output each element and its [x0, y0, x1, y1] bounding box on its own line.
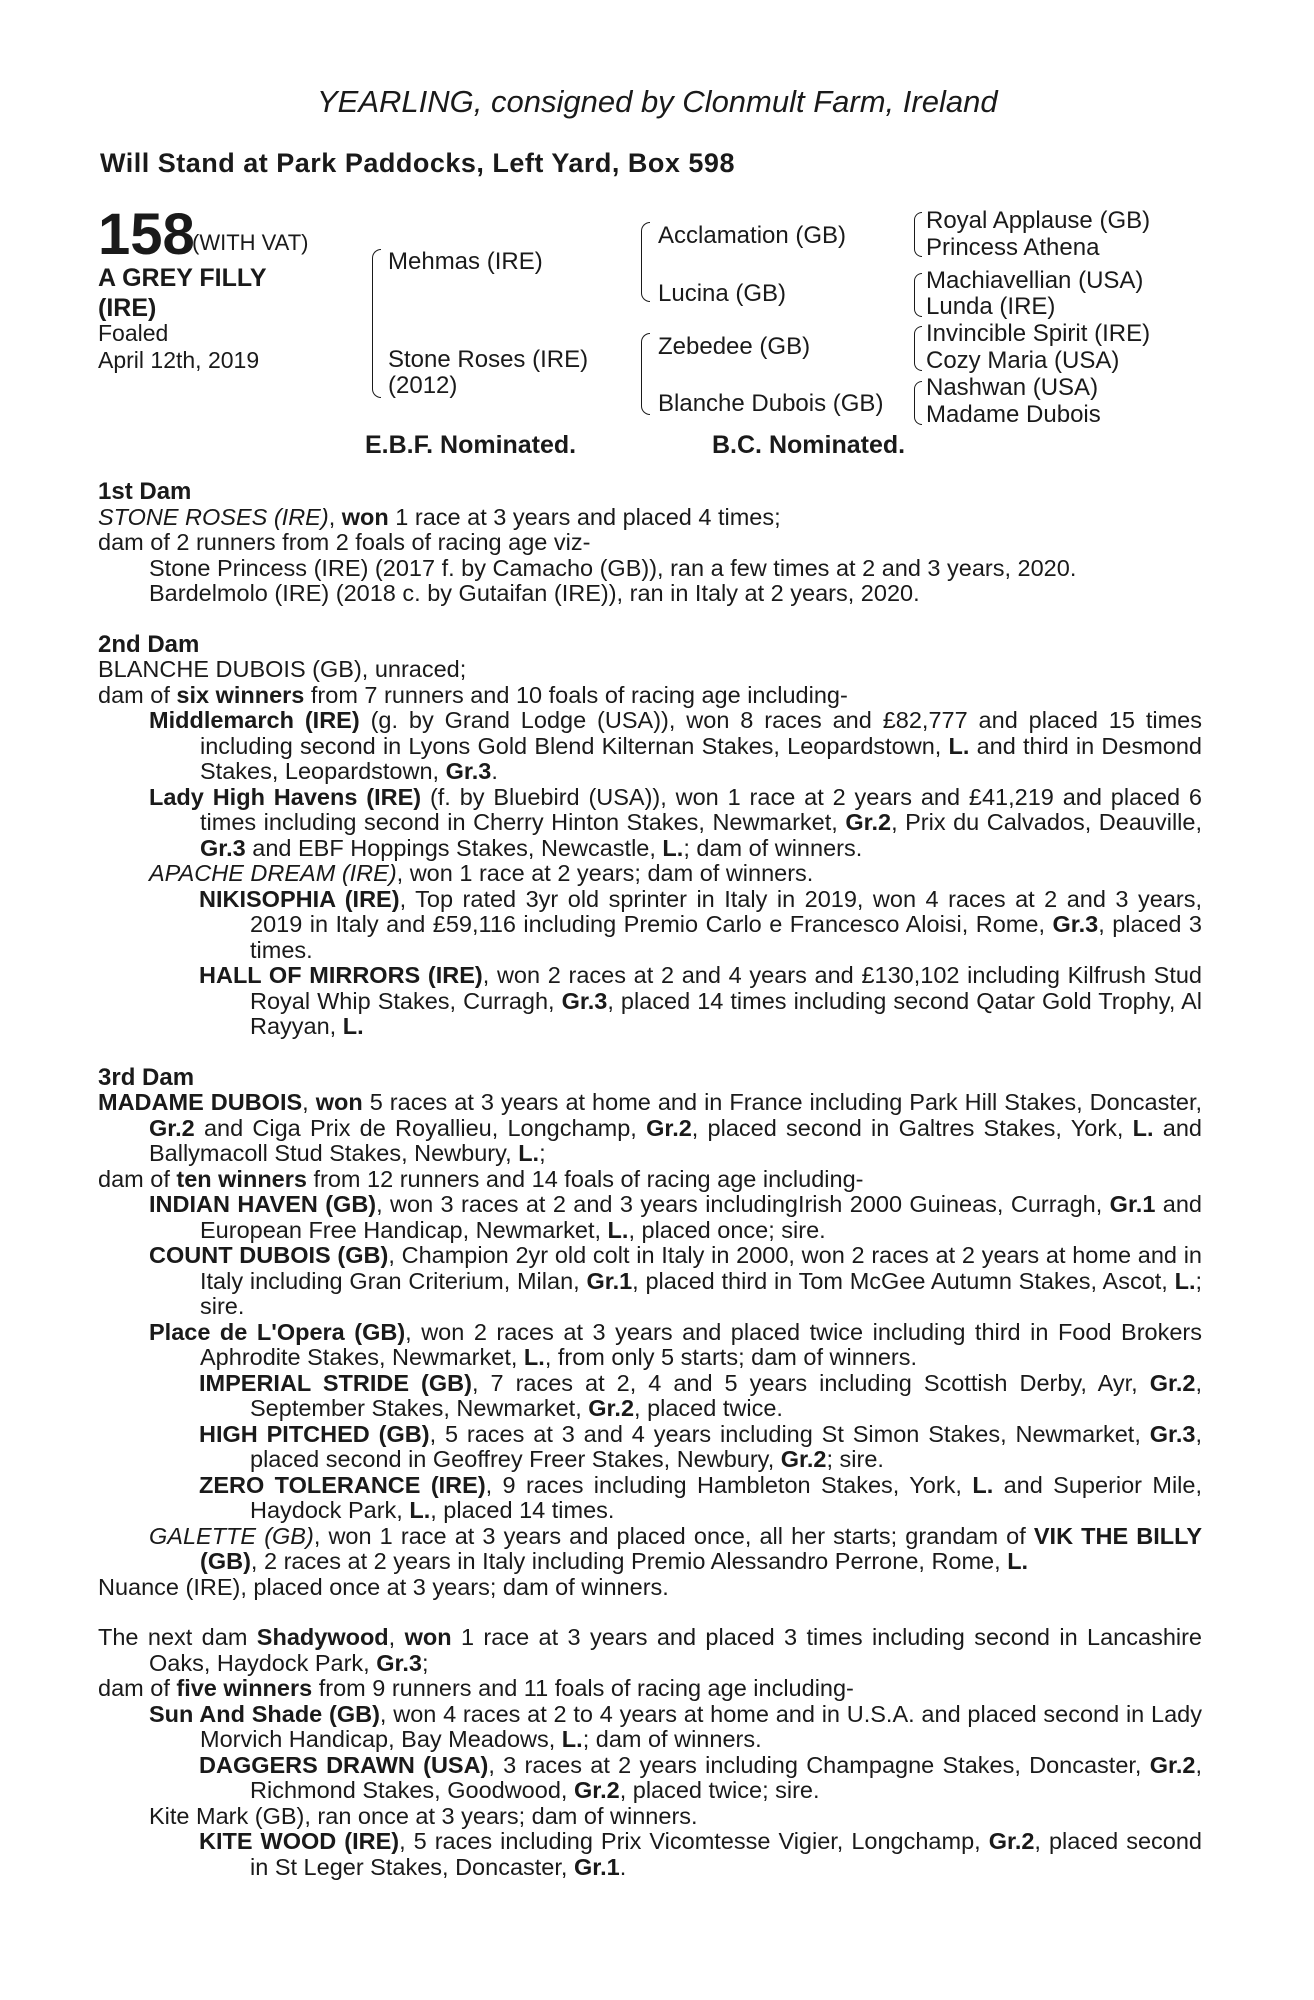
brace-sire	[641, 222, 650, 302]
first-dam-won: won	[341, 503, 389, 530]
entry-indian-haven: INDIAN HAVEN (GB), won 3 races at 2 and 3 years includingIrish 2000 Guineas, Curragh, Gr.1 and European Free Handicap, Newmarket, L., placed once; sire.	[149, 1191, 1203, 1243]
third-dam-produce: dam of ten winners from 12 runners and 14 foals of racing age including-	[98, 1165, 864, 1192]
brace-g3-3	[914, 326, 922, 371]
ebf-nomination: E.B.F. Nominated.	[365, 431, 577, 459]
sire-dam: Lucina (GB)	[658, 280, 787, 307]
sex-line-1: A GREY FILLY	[98, 264, 267, 292]
sex-line-2: (IRE)	[98, 294, 157, 322]
brace-g3-2	[914, 273, 922, 317]
brace-g3-1	[914, 212, 922, 257]
second-dam-heading: 2nd Dam	[98, 630, 200, 658]
entry-kite-wood: KITE WOOD (IRE), 5 races including Prix Vicomtesse Vigier, Longchamp, Gr.2, placed second in St Leger Stakes, Doncaster, Gr.1.	[199, 1828, 1202, 1880]
brace-gen1	[372, 249, 381, 398]
lot-number: 158	[98, 202, 195, 267]
brace-dam	[641, 333, 650, 415]
vat-note: (WITH VAT)	[192, 230, 309, 255]
entry-kite-mark: Kite Mark (GB), ran once at 3 years; dam of winners.	[149, 1802, 698, 1829]
gen3-7: Nashwan (USA)	[926, 374, 1099, 401]
stand-location: Will Stand at Park Paddocks, Left Yard, Box 598	[100, 148, 735, 178]
foaled-date: April 12th, 2019	[98, 347, 260, 373]
lot-description	[98, 263, 267, 323]
entry-sun-and-shade: Sun And Shade (GB), won 4 races at 2 to 4 years at home and in U.S.A. and placed second in Lady Morvich Handicap, Bay Meadows, L.; dam of winners.	[149, 1700, 1202, 1752]
consignment-title: YEARLING, consigned by Clonmult Farm, Ireland	[317, 84, 998, 119]
foaled-info	[98, 320, 259, 374]
offspring-2: Bardelmolo (IRE) (2018 c. by Gutaifan (IRE)), ran in Italy at 2 years, 2020.	[149, 580, 920, 606]
entry-lady-high-havens: Lady High Havens (IRE) (f. by Bluebird (USA)), won 1 race at 2 years and £41,219 and placed 6 times including second in Cherry Hinton Stakes, Newmarket, Gr.2, Prix du Calvados, Deauville, Gr.3 and EBF Hoppings Stakes, Newcastle, L.; dam of winners.	[149, 783, 1202, 861]
sire-sire: Acclamation (GB)	[658, 222, 847, 249]
entry-zero-tolerance: ZERO TOLERANCE (IRE), 9 races including Hambleton Stakes, York, L. and Superior Mile, Haydock Park, L., placed 14 times.	[199, 1471, 1202, 1523]
first-dam-produce: dam of 2 runners from 2 foals of racing age viz-	[98, 529, 591, 555]
gen3-6: Cozy Maria (USA)	[926, 347, 1120, 374]
dam: Stone Roses (IRE)	[388, 346, 589, 373]
offspring-1: Stone Princess (IRE) (2017 f. by Camacho (GB)), ran a few times at 2 and 3 years, 2020.	[149, 554, 1077, 581]
bc-nomination: B.C. Nominated.	[712, 431, 906, 459]
first-dam-heading: 1st Dam	[98, 478, 192, 505]
sire: Mehmas (IRE)	[388, 248, 543, 275]
dam-sire: Zebedee (GB)	[658, 333, 811, 360]
catalogue-body	[98, 479, 1202, 1880]
dam-year: (2012)	[388, 372, 458, 399]
entry-nuance: Nuance (IRE), placed once at 3 years; dam of winners.	[98, 1573, 669, 1600]
gen3-2: Princess Athena	[926, 234, 1100, 261]
first-dam-name: STONE ROSES (IRE)	[98, 503, 329, 530]
entry-daggers-drawn: DAGGERS DRAWN (USA), 3 races at 2 years including Champagne Stakes, Doncaster, Gr.2, Richmond Stakes, Goodwood, Gr.2, placed twice; sire.	[199, 1751, 1202, 1803]
gen3-5: Invincible Spirit (IRE)	[926, 320, 1151, 347]
entry-place-de-lopera: Place de L'Opera (GB), won 2 races at 3 years and placed twice including third in Food Brokers Aphrodite Stakes, Newmarket, L., from only 5 starts; dam of winners.	[149, 1318, 1202, 1370]
entry-high-pitched: HIGH PITCHED (GB), 5 races at 3 and 4 years including St Simon Stakes, Newmarket, Gr.3, placed second in Geoffrey Freer Stakes, Newbury, Gr.2; sire.	[199, 1420, 1202, 1472]
gen3-1: Royal Applause (GB)	[926, 207, 1151, 234]
third-dam-record: MADAME DUBOIS, won 5 races at 3 years at home and in France including Park Hill Stakes, Doncaster, Gr.2 and Ciga Prix de Royallieu, Longchamp, Gr.2, placed second in Galtres Stakes, York, L. and Ballymacoll Stud Stakes, Newbury, L.;	[98, 1089, 1203, 1166]
gen3-8: Madame Dubois	[926, 401, 1101, 428]
second-dam-intro: BLANCHE DUBOIS (GB), unraced;	[98, 656, 467, 682]
entry-count-dubois: COUNT DUBOIS (GB), Champion 2yr old colt in Italy in 2000, won 2 races at 2 years at home and in Italy including Gran Criterium, Milan, Gr.1, placed third in Tom McGee Autumn Stakes, Ascot, L.; sire.	[149, 1242, 1203, 1319]
brace-g3-4	[914, 381, 922, 425]
first-dam-record: STONE ROSES (IRE), won 1 race at 3 years and placed 4 times;	[98, 503, 781, 530]
dam-dam: Blanche Dubois (GB)	[658, 390, 884, 417]
second-dam-produce: dam of six winners from 7 runners and 10 foals of racing age including-	[98, 681, 848, 708]
third-dam-heading: 3rd Dam	[98, 1063, 195, 1091]
entry-nikisophia: NIKISOPHIA (IRE), Top rated 3yr old sprinter in Italy in 2019, won 4 races at 2 and 3 years, 2019 in Italy and £59,116 including Premio Carlo e Francesco Aloisi, Rome, Gr.3, placed 3 times.	[199, 885, 1202, 963]
entry-galette: GALETTE (GB), won 1 race at 3 years and placed once, all her starts; grandam of VIK THE BILLY (GB), 2 races at 2 years in Italy including Premio Alessandro Perrone, Rome, L.	[149, 1522, 1202, 1574]
gen3-4: Lunda (IRE)	[926, 293, 1056, 320]
entry-hall-of-mirrors: HALL OF MIRRORS (IRE), won 2 races at 2 and 4 years and £130,102 including Kilfrush Stud Royal Whip Stakes, Curragh, Gr.3, placed 14 times including second Qatar Gold Trophy, Al Rayyan, L.	[199, 962, 1202, 1039]
entry-middlemarch: Middlemarch (IRE) (g. by Grand Lodge (USA)), won 8 races and £82,777 and placed 15 times including second in Lyons Gold Blend Kilternan Stakes, Leopardstown, L. and third in Desmond Stakes, Leopardstown, Gr.3.	[149, 707, 1203, 784]
entry-imperial-stride: IMPERIAL STRIDE (GB), 7 races at 2, 4 and 5 years including Scottish Derby, Ayr, Gr.2, September Stakes, Newmarket, Gr.2, placed twice.	[199, 1369, 1202, 1421]
entry-apache-dream: APACHE DREAM (IRE), won 1 race at 2 years; dam of winners.	[149, 860, 814, 886]
next-dam-record: The next dam Shadywood, won 1 race at 3 years and placed 3 times including second in Lancashire Oaks, Haydock Park, Gr.3;	[98, 1624, 1203, 1676]
next-dam-produce: dam of five winners from 9 runners and 11 foals of racing age including-	[98, 1675, 854, 1701]
foaled-label: Foaled	[98, 320, 169, 346]
gen3-3: Machiavellian (USA)	[926, 267, 1144, 294]
